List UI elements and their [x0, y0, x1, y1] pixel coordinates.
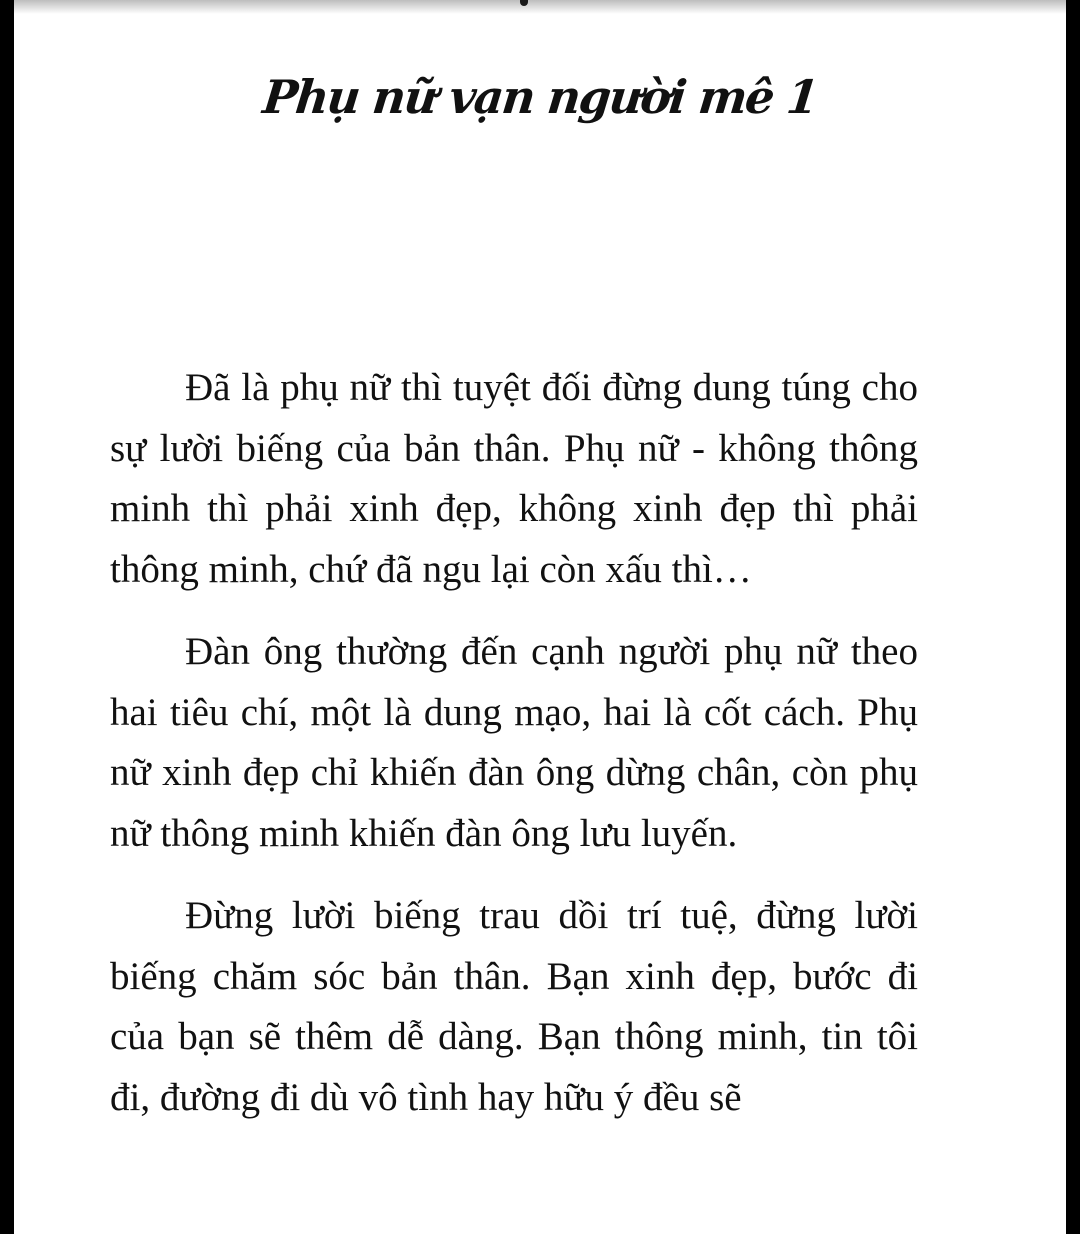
page-top-shadow: [14, 0, 1066, 14]
paragraph-1: Đã là phụ nữ thì tuyệt đối đừng dung túng cho sự lười biếng của bản thân. Phụ nữ - không thông minh thì phải xinh đẹp, không xinh đẹp thì phải thông minh, chứ đã ngu lại còn xấu thì…: [110, 366, 918, 591]
paragraph-2: Đàn ông thường đến cạnh người phụ nữ theo hai tiêu chí, một là dung mạo, hai là cốt cách. Phụ nữ xinh đẹp chỉ khiến đàn ông dừng chân, còn phụ nữ thông minh khiến đàn ông lưu luyến.: [110, 630, 918, 855]
book-page: [14, 0, 1066, 1234]
chapter-title: Phụ nữ vạn người mê 1: [260, 70, 820, 124]
chapter-body: [110, 358, 918, 1150]
paragraph-3: Đừng lười biếng trau dồi trí tuệ, đừng lười biếng chăm sóc bản thân. Bạn xinh đẹp, bước đi của bạn sẽ thêm dễ dàng. Bạn thông minh, tin tôi đi, đường đi dù vô tình hay hữu ý đều sẽ: [110, 894, 918, 1119]
